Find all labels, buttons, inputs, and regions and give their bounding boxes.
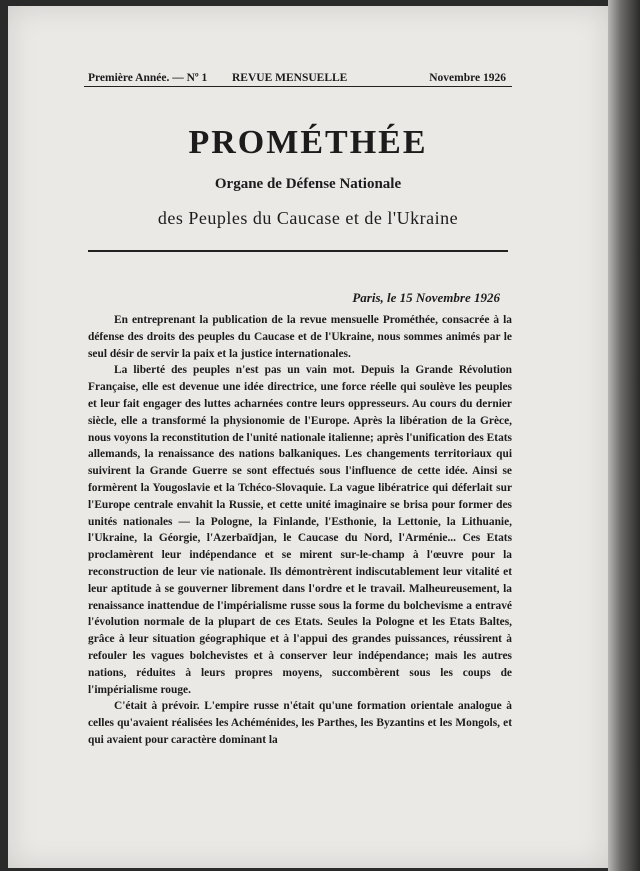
journal-subtitle-2: des Peuples du Caucase et de l'Ukraine [157, 208, 459, 228]
title-divider [88, 250, 508, 252]
article-body [88, 312, 512, 749]
paragraph: C'était à prévoir. L'empire russe n'était qu'une formation orientale analogue à celles qu'avaient réalisées les Achéménides, les Parthes, les Byzantins et les Mongols, et qui avaient pour caractère dominant la [88, 700, 512, 746]
publication-type: REVUE MENSUELLE [232, 72, 348, 84]
dateline: Paris, le 15 Novembre 1926 [352, 290, 500, 305]
paragraph: En entreprenant la publication de la revue mensuelle Prométhée, consacrée à la défense des droits des peuples du Caucase et de l'Ukraine, nous sommes animés par le seul désir de servir la paix et la justice internationales. [88, 314, 512, 360]
masthead-rule [84, 86, 512, 87]
journal-subtitle: Organe de Défense Nationale [214, 176, 402, 192]
paragraph: La liberté des peuples n'est pas un vain mot. Depuis la Grande Révolution Française, elle est devenue une idée directrice, une force réelle qui soulève les peuples et leur fait engager des luttes acharnées contre leurs oppresseurs. Au cours du dernier siècle, elle a transformé la physionomie de l'Europe. Après la libération de la Grèce, nous voyons la reconstitution de l'unité nationale italienne; après l'unification des Etats allemands, la renaissance des nations balkaniques. Les changements territoriaux qui suivirent la Grande Guerre se sont effectués sous l'influence de cette idée. Ainsi se formèrent la Yougoslavie et la Tchéco-Slovaquie. La vague libératrice qui déferlait sur l'Europe centrale envahit la Russie, et cette unité imaginaire se brisa pour former des unités nationales — la Pologne, la Finlande, l'Esthonie, la Lettonie, la Lithuanie, l'Ukraine, la Géorgie, l'Azerbaïdjan, le Caucase du Nord, l'Arménie... Ces Etats proclamèrent leur indépendance et se mirent sur-le-champ à l'œuvre pour la reconstruction de leur vie nationale. Ils démontrèrent indiscutablement leur vitalité et leur aptitude à se gouverner librement dans l'ordre et le travail. Malheureusement, la renaissance inattendue de l'impérialisme russe sous la forme du bolchevisme a entravé l'évolution normale de la plupart de ces Etats. Seules la Pologne et les Etats Baltes, grâce à leur situation géographique et à l'appui des grandes puissances, réussirent à refouler les vagues bolchevistes et à conserver leur indépendance; mais les autres nations, réduites à leurs propres moyens, succombèrent sous les coups de l'impérialisme rouge. [88, 364, 512, 696]
document-page [8, 6, 608, 868]
issue-number: Première Année. — Nº 1 [88, 72, 208, 84]
scan-edge [608, 0, 640, 871]
issue-date: Novembre 1926 [429, 72, 506, 84]
journal-title: PROMÉTHÉE [188, 124, 428, 161]
